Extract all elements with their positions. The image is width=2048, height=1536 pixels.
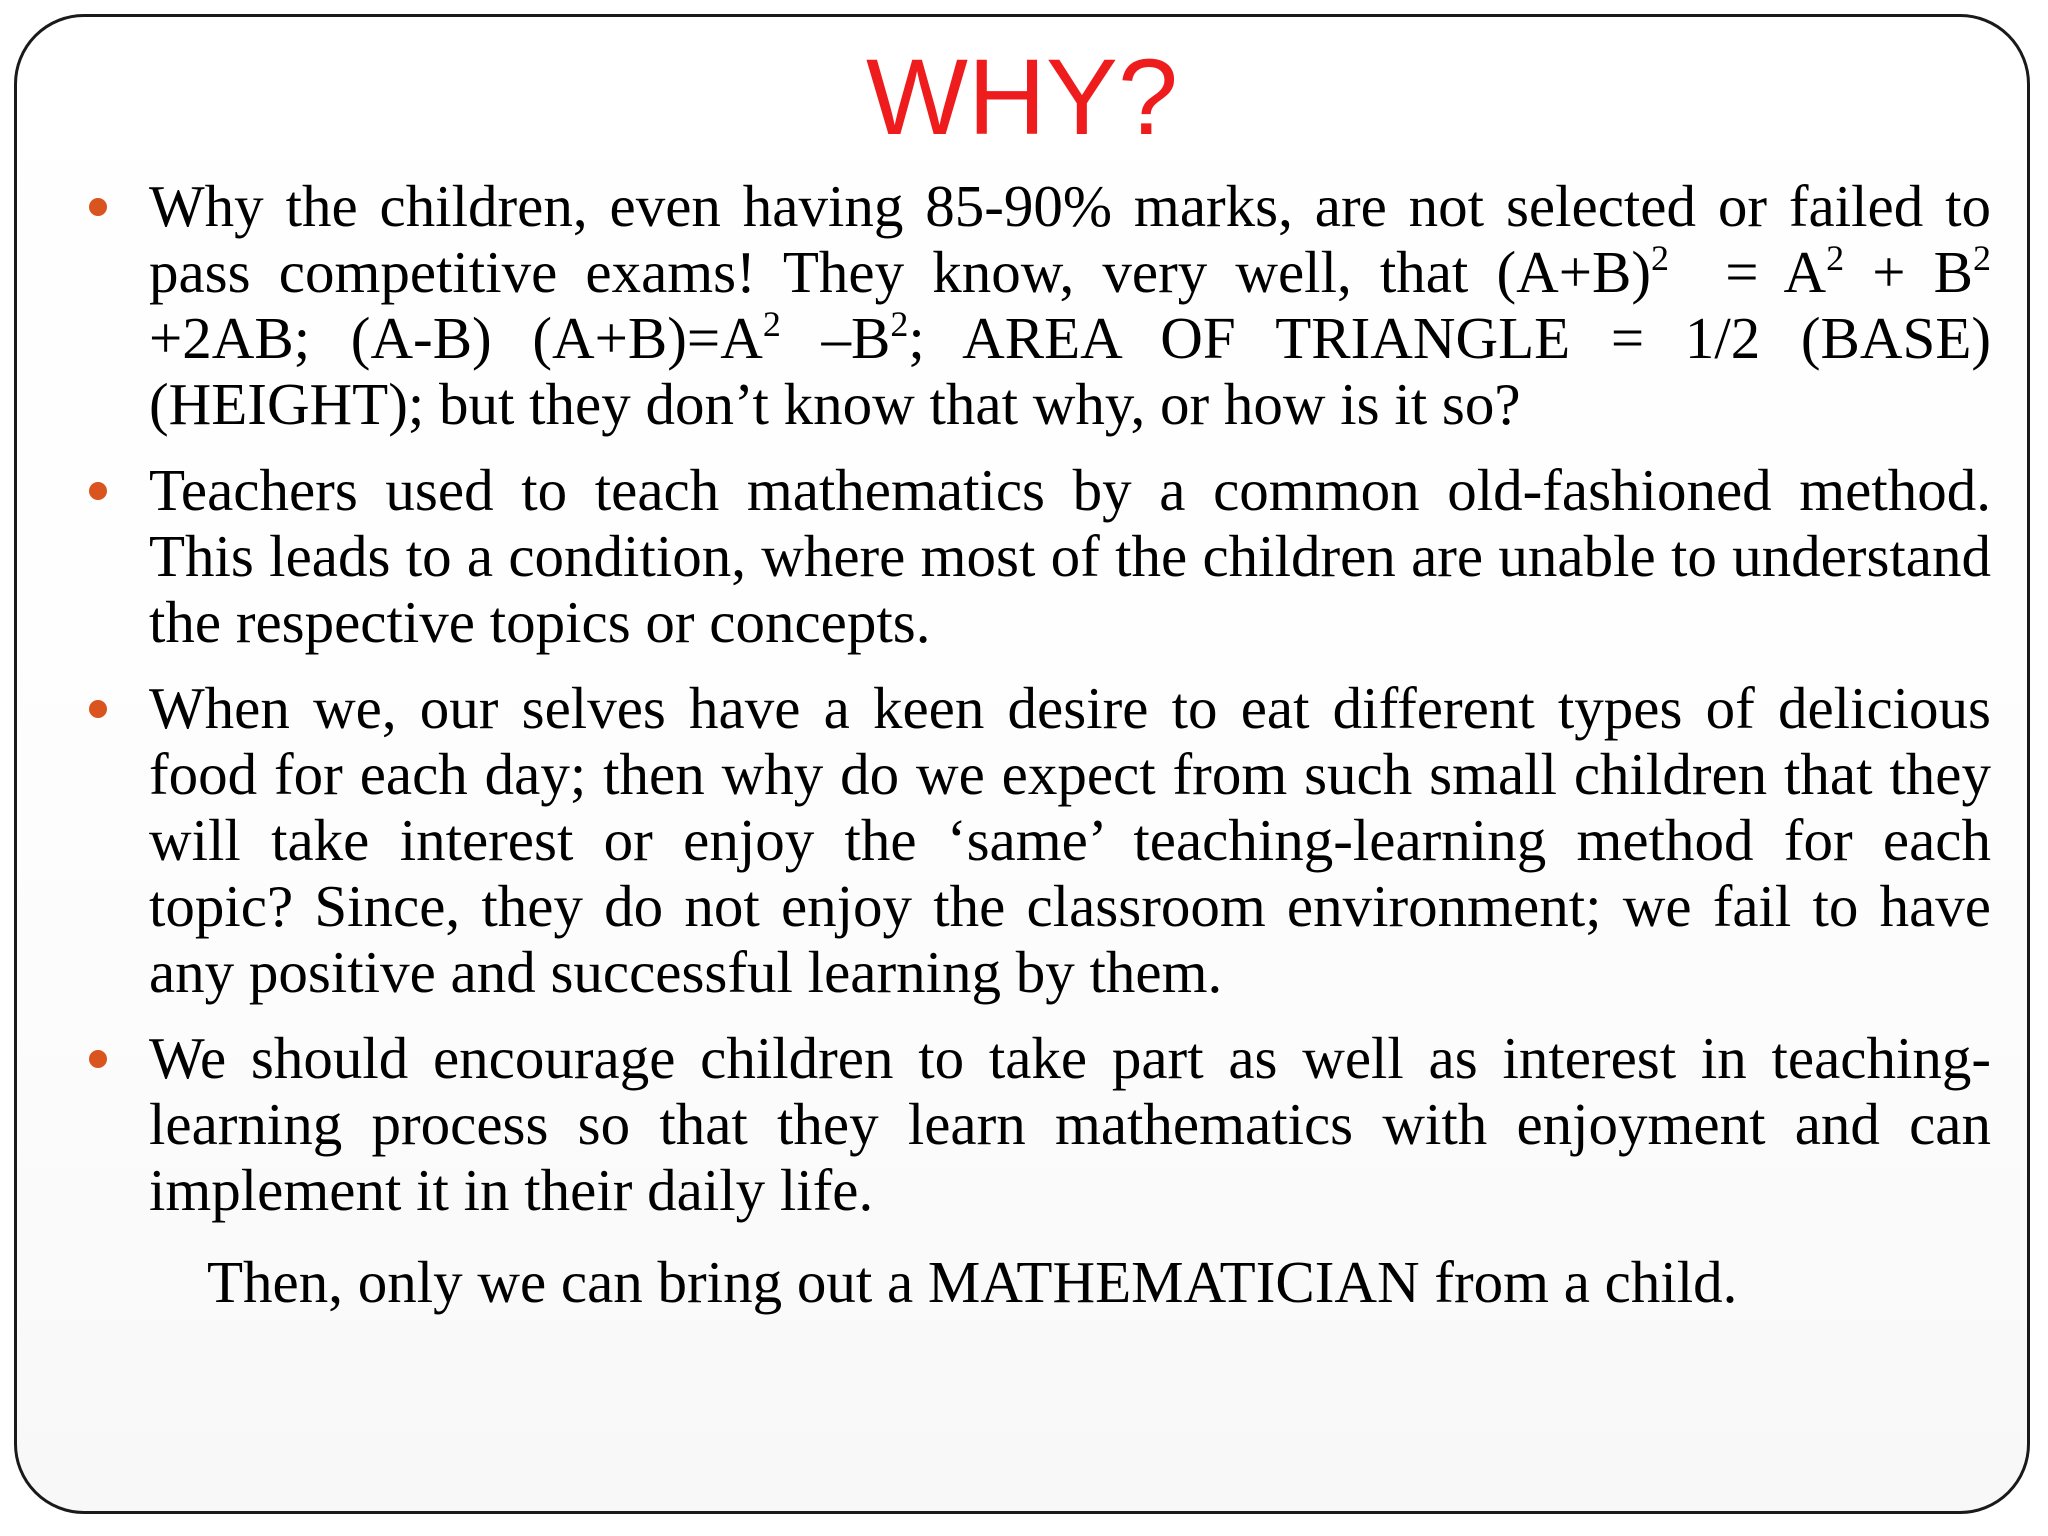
bullet-1-sup-2: 2: [1826, 238, 1845, 278]
bullet-1-sup-1: 2: [1651, 238, 1669, 278]
bullet-item-2: [77, 457, 1991, 655]
conclusion-text: Then, only we can bring out a MATHEMATICIAN from a child.: [207, 1249, 1738, 1315]
slide-frame: [14, 14, 2030, 1514]
bullet-4-text: We should encourage children to take part as well as interest in teaching-learning process so that they learn mathematics with enjoyment and can implement it in their daily life.: [149, 1025, 1991, 1223]
bullet-1-sup-3: 2: [1972, 238, 1991, 278]
bullet-1-text-2: = A: [1669, 239, 1827, 305]
bullet-1-text-5: –B: [780, 305, 891, 371]
bullet-1-text-6: ; AREA OF TRIANGLE = 1/2 (BASE)(HEIGHT); but they don’t know that why, or how is it so?: [149, 305, 1992, 437]
bullet-1-text-1: Why the children, even having 85-90% marks, are not selected or failed to pass competitive exams! They know, very well, that (A+B): [149, 173, 1991, 305]
bullet-dot-icon: [89, 198, 107, 216]
bullet-list: [77, 173, 1991, 1315]
slide-title: WHY?: [865, 36, 1179, 157]
bullet-item-1: [77, 173, 1991, 437]
bullet-dot-icon: [89, 700, 107, 718]
bullet-2-text: Teachers used to teach mathematics by a common old-fashioned method. This leads to a condition, where most of the children are unable to understand the respective topics or concepts.: [149, 457, 1991, 655]
bullet-item-4: [77, 1025, 1991, 1223]
bullet-1-sup-4: 2: [762, 304, 781, 344]
bullet-1-text-3: + B: [1844, 239, 1973, 305]
bullet-1-text-4: +2AB; (A-B) (A+B)=A: [149, 305, 763, 371]
bullet-item-3: [77, 675, 1991, 1005]
bullet-1-sup-5: 2: [890, 304, 909, 344]
bullet-3-text: When we, our selves have a keen desire to eat different types of delicious food for each day; then why do we expect from such small children that they will take interest or enjoy the ‘same’ teaching-learning method for each topic? Since, they do not enjoy the classroom environment; we fail to have any positive and successful learning by them.: [149, 675, 1991, 1005]
bullet-dot-icon: [89, 1050, 107, 1068]
bullet-dot-icon: [89, 482, 107, 500]
